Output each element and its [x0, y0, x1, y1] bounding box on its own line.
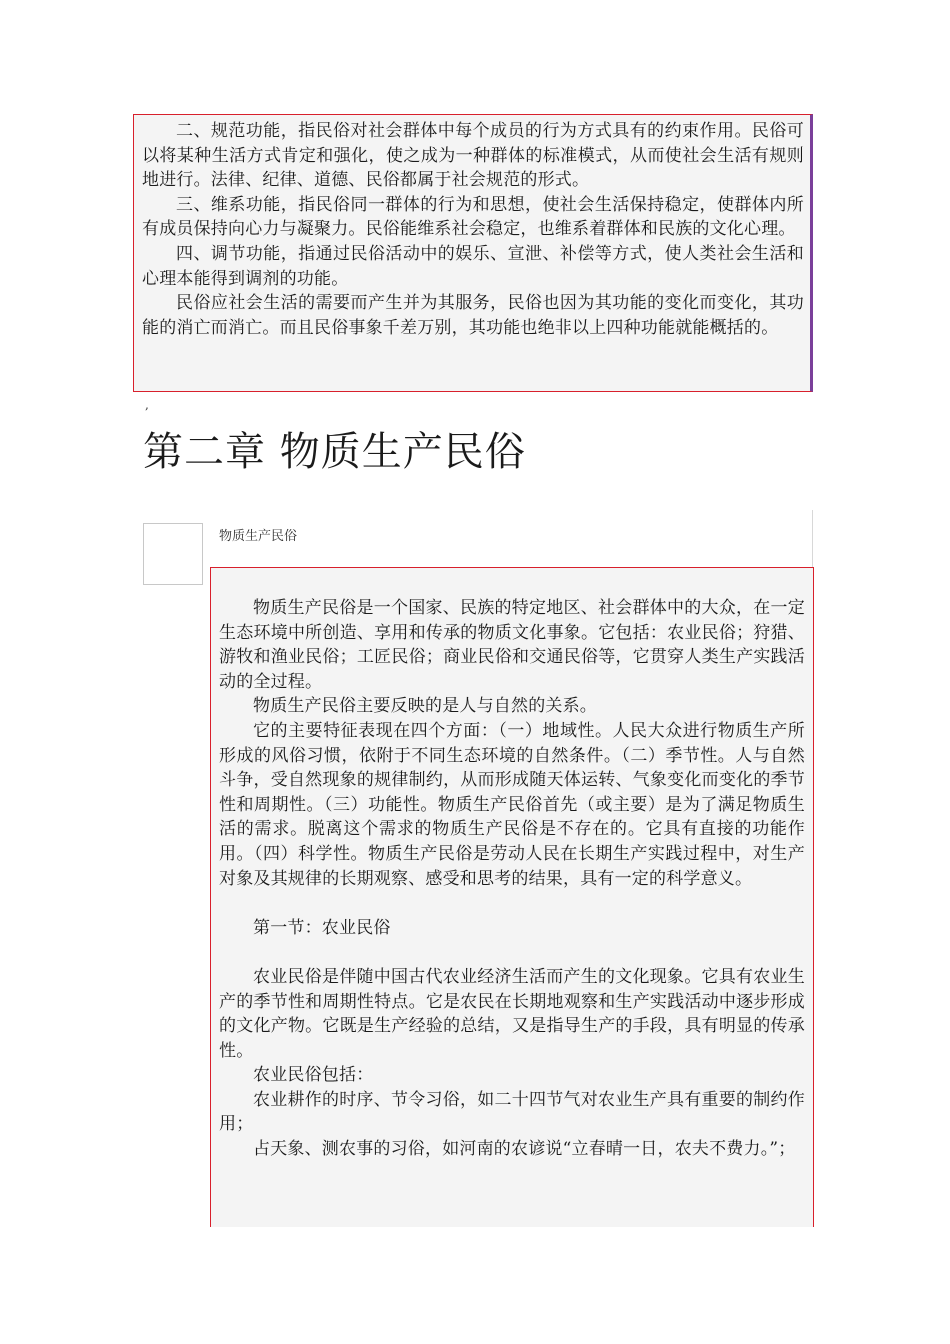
- paragraph-definition: 物质生产民俗是一个国家、民族的特定地区、社会群体中的大众，在一定生态环境中所创造、享用和传承的物质文化事象。它包括：农业民俗；狩猎、游牧和渔业民俗；工匠民俗；商业民俗和交通民俗等，它贯穿人类生产实践活动的全过程。: [219, 598, 805, 692]
- stray-mark: ,: [145, 398, 149, 412]
- paragraph-maintaining-function: 三、维系功能，指民俗同一群体的行为和思想，使社会生活保持稳定，使群体内所有成员保持向心力与凝聚力。民俗能维系社会稳定，也维系着群体和民族的文化心理。: [142, 194, 804, 240]
- paragraph-farming-seasons: 农业耕作的时序、节令习俗，如二十四节气对农业生产具有重要的制约作用；: [219, 1089, 805, 1135]
- section-heading: 第一节：农业民俗: [253, 917, 391, 938]
- text-box-material-production: [210, 567, 814, 1227]
- paragraph-relation: 物质生产民俗主要反映的是人与自然的关系。: [253, 696, 597, 717]
- paragraph-normative-function: 二、规范功能，指民俗对社会群体中每个成员的行为方式具有的约束作用。民俗可以将某种生活方式肯定和强化，使之成为一种群体的标准模式，从而使社会生活有规则地进行。法律、纪律、道德、民俗都属于社会规范的形式。: [142, 121, 804, 191]
- paragraph-regulating-function: 四、调节功能，指通过民俗活动中的娱乐、宣泄、补偿等方式，使人类社会生活和心理本能得到调剂的功能。: [142, 243, 804, 289]
- chapter-title: 第二章 物质生产民俗: [143, 429, 526, 475]
- section-label: 物质生产民俗: [219, 529, 298, 544]
- thumbnail-placeholder: [143, 523, 203, 585]
- spacer: [219, 891, 805, 916]
- spacer: [219, 940, 805, 965]
- divider-line: [812, 510, 813, 568]
- paragraph-includes: 农业民俗包括：: [253, 1065, 374, 1086]
- paragraph-weather-divination: 占天象、测农事的习俗，如河南的农谚说“立春晴一日，农夫不费力。”；: [253, 1139, 796, 1160]
- paragraph-agricultural-folk: 农业民俗是伴随中国古代农业经济生活而产生的文化现象。它具有农业生产的季节性和周期性特点。它是农民在长期地观察和生产实践活动中逐步形成的文化产物。它既是生产经验的总结，又是指导生产的手段，具有明显的传承性。: [219, 966, 805, 1061]
- paragraph-characteristics: 它的主要特征表现在四个方面：（一）地域性。人民大众进行物质生产所形成的风俗习惯，依附于不同生态环境的自然条件。（二）季节性。人与自然斗争，受自然现象的规律制约，从而形成随天体运转、气象变化而变化的季节性和周期性。（三）功能性。物质生产民俗首先（或主要）是为了满足物质生活的需求。脱离这个需求的物质生产民俗是不存在的。它具有直接的功能作用。（四）科学性。物质生产民俗是劳动人民在长期生产实践过程中，对生产对象及其规律的长期观察、感受和思考的结果，具有一定的科学意义。: [219, 720, 805, 889]
- paragraph-functions-summary: 民俗应社会生活的需要而产生并为其服务，民俗也因为其功能的变化而变化，其功能的消亡而消亡。而且民俗事象千差万别，其功能也绝非以上四种功能就能概括的。: [142, 293, 804, 338]
- text-box-folk-functions: [133, 114, 813, 392]
